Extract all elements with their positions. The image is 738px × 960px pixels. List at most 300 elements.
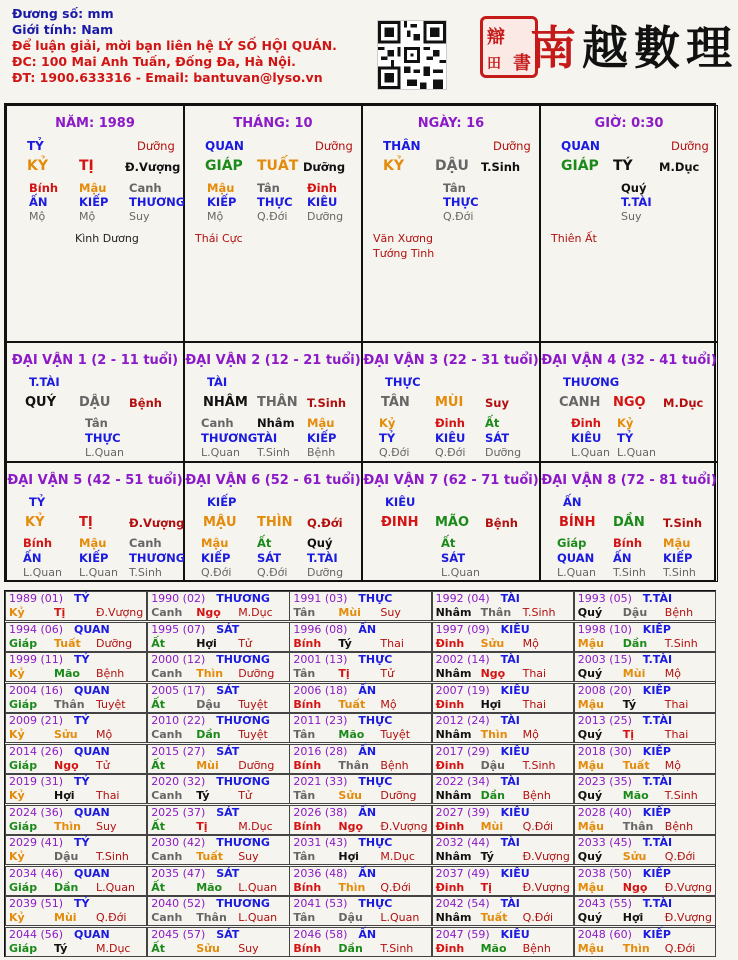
year-stem: Kỷ (9, 606, 25, 619)
dai-van-title: ĐẠI VẬN 1 (2 - 11 tuổi) (11, 353, 179, 368)
dai-van-title: ĐẠI VẬN 5 (42 - 51 tuổi) (7, 473, 183, 488)
qr-code-icon (377, 20, 447, 90)
year-cell (147, 622, 289, 652)
year-phase: Đ.Vượng (664, 911, 712, 924)
dai-van-phase: T.Sinh (307, 396, 347, 410)
year-cell (5, 652, 147, 682)
year-cell (5, 683, 147, 713)
gt-label: Giới tính: (12, 22, 77, 37)
year-label: 2046 (58) (293, 927, 348, 941)
year-branch: Ngọ (54, 758, 79, 772)
year-label: 2011 (23) (293, 714, 348, 727)
dai-van-stem: MẬU (203, 515, 237, 530)
hidden-ten-god: ẤN (29, 195, 48, 209)
year-branch: Tuất (480, 911, 508, 924)
year-phase: Tử (238, 789, 252, 802)
dai-van-stage: Bệnh (307, 446, 336, 459)
year-branch: Thìn (338, 880, 366, 894)
year-cell (289, 744, 431, 774)
pillar-branch: TÝ (613, 158, 633, 174)
year-phase: T.Sinh (522, 758, 556, 772)
year-label: 2037 (49) (435, 866, 490, 880)
pillar-title: NGÀY: 16 (417, 116, 485, 131)
yearly-table (4, 590, 716, 957)
year-branch: Tị (54, 606, 66, 619)
year-stem: Canh (151, 911, 183, 924)
year-phase: Mộ (664, 667, 682, 680)
year-stem: Giáp (9, 880, 38, 894)
year-label: 2027 (39) (435, 805, 490, 819)
year-cell (574, 927, 716, 957)
hidden-stage: Suy (621, 210, 642, 223)
year-phase: M.Dục (380, 850, 415, 863)
hidden-stem: Canh (129, 181, 162, 195)
main-chart-grid (4, 103, 716, 582)
year-label: 2021 (33) (293, 775, 348, 788)
hidden-stem: Mậu (207, 181, 235, 195)
year-branch: Tý (622, 697, 637, 711)
year-cell (432, 591, 574, 621)
year-ten-god: TỶ (74, 653, 90, 666)
year-label: 2020 (32) (151, 775, 206, 788)
pillar-note: Văn Xương (373, 232, 433, 245)
year-stem: Quý (577, 789, 603, 802)
year-stem: Giáp (9, 636, 38, 650)
year-stem: Quý (577, 606, 603, 619)
dai-van-hidden-god: THƯƠNG (201, 431, 258, 445)
year-ten-god: TÀI (500, 897, 520, 910)
year-phase: Q.Đới (522, 911, 554, 924)
year-phase: Tử (380, 667, 395, 680)
hidden-stem: Quý (621, 181, 647, 195)
hidden-stem: Đinh (307, 181, 337, 195)
pillar-stem: GIÁP (205, 158, 243, 174)
year-branch: Hợi (54, 789, 75, 802)
brand-logo (470, 10, 738, 82)
year-stem: Đinh (435, 697, 465, 711)
year-stem: Đinh (435, 880, 465, 894)
year-cell (432, 896, 574, 926)
year-cell (574, 591, 716, 621)
year-cell (5, 805, 147, 835)
pillar-branch: TỊ (79, 158, 94, 174)
year-ten-god: T.TÀI (642, 592, 673, 605)
year-cell (432, 713, 574, 743)
year-stem: Đinh (435, 636, 465, 650)
year-phase: Thai (96, 789, 120, 802)
year-stem: Canh (151, 850, 183, 863)
pillar-stem: GIÁP (561, 158, 599, 174)
dai-van-hidden-god: QUAN (557, 551, 595, 565)
year-ten-god: QUAN (74, 622, 110, 636)
year-cell (289, 774, 431, 804)
year-branch: Mão (54, 667, 80, 680)
year-branch: Thân (338, 758, 369, 772)
dai-van-hidden-stem: Giáp (557, 536, 587, 550)
pillar-stem: KỶ (383, 158, 404, 174)
year-ten-god: QUAN (74, 927, 110, 941)
year-branch: Tị (622, 728, 635, 741)
year-cell (574, 652, 716, 682)
year-phase: Tuyệt (96, 697, 126, 711)
dai-van-phase: Đ.Vượng (129, 516, 185, 530)
year-cell (147, 927, 289, 957)
brand-text: 南越數理 (530, 21, 738, 75)
year-label: 2018 (30) (577, 744, 632, 758)
year-phase: T.Sinh (664, 789, 698, 802)
year-branch: Thìn (196, 667, 224, 680)
hidden-stage: Mộ (207, 210, 224, 223)
dai-van-hidden-stem: Nhâm (257, 416, 295, 430)
year-label: 1992 (04) (435, 592, 490, 605)
year-label: 2026 (38) (293, 805, 348, 819)
year-ten-god: QUAN (74, 683, 110, 697)
dai-van-hidden-stem: Kỷ (617, 416, 634, 430)
year-label: 2004 (16) (9, 683, 64, 697)
dai-van-stage: L.Quan (23, 566, 62, 579)
year-label: 1990 (02) (151, 592, 206, 605)
year-ten-god: THỰC (358, 836, 393, 849)
year-branch: Mão (622, 789, 649, 802)
year-label: 2044 (56) (9, 927, 64, 941)
year-stem: Tân (293, 728, 316, 741)
year-ten-god: THỰC (358, 714, 393, 727)
hidden-stem: Tân (443, 181, 466, 195)
year-label: 2030 (42) (151, 836, 206, 849)
year-phase: Thai (522, 697, 547, 711)
year-ten-god: TỶ (74, 897, 90, 910)
year-ten-god: TỶ (74, 592, 90, 605)
year-cell (574, 835, 716, 865)
year-branch: Ngọ (622, 880, 648, 894)
year-label: 2016 (28) (293, 744, 348, 758)
dai-van-cell (362, 342, 540, 462)
year-cell (147, 744, 289, 774)
year-label: 2047 (59) (435, 927, 490, 941)
address-line: ĐC: 100 Mai Anh Tuấn, Đống Đa, Hà Nội. (12, 54, 296, 69)
pillar-phase: Đ.Vượng (125, 160, 181, 174)
year-stem: Kỷ (9, 850, 25, 863)
year-ten-god: QUAN (74, 744, 110, 758)
year-label: 2042 (54) (435, 897, 490, 910)
dai-van-hidden-god: KIẾP (79, 551, 109, 565)
pillar-note: Kình Dương (75, 232, 139, 245)
pillar-note: Thiên Ất (551, 232, 597, 245)
year-branch: Mùi (54, 911, 77, 924)
year-branch: Tuất (338, 697, 366, 711)
year-stem: Bính (293, 880, 322, 894)
phone-email-line: ĐT: 1900.633316 - Email: bantuvan@lyso.vn (12, 70, 323, 85)
dai-van-hidden-stem: Canh (201, 416, 234, 430)
dai-van-hidden-stem: Kỷ (379, 416, 396, 430)
year-label: 2024 (36) (9, 805, 64, 819)
dai-van-stage: T.Sinh (663, 566, 696, 579)
year-stem: Giáp (9, 758, 38, 772)
year-branch: Thân (196, 911, 227, 924)
year-phase: L.Quan (96, 880, 135, 894)
year-label: 2040 (52) (151, 897, 206, 910)
year-ten-god: KIÊU (500, 744, 530, 758)
dai-van-cell (362, 462, 540, 582)
header-info (12, 6, 337, 86)
dai-van-hidden-stem: Bính (23, 536, 53, 550)
year-cell (147, 774, 289, 804)
year-ten-god: SÁT (216, 622, 240, 636)
year-stem: Mậu (577, 636, 604, 650)
hidden-ten-god: KIẾP (79, 195, 109, 209)
dai-van-stage: L.Quan (557, 566, 596, 579)
year-ten-god: T.TÀI (642, 836, 673, 849)
dai-van-stage: Dưỡng (307, 566, 344, 579)
pillar-cell (362, 105, 540, 342)
dai-van-title: ĐẠI VẬN 2 (12 - 21 tuổi) (185, 353, 361, 368)
year-branch: Tị (480, 880, 492, 894)
year-cell (574, 896, 716, 926)
pillar-ten-god: QUAN (561, 139, 600, 153)
year-stem: Kỷ (9, 911, 25, 924)
year-stem: Bính (293, 758, 322, 772)
year-phase: Thai (522, 667, 547, 680)
year-branch: Sửu (622, 850, 647, 863)
year-branch: Tý (54, 941, 68, 955)
dai-van-title: ĐẠI VẬN 7 (62 - 71 tuổi) (363, 473, 539, 488)
dai-van-hidden-god: KIÊU (435, 431, 466, 445)
year-ten-god: TÀI (500, 775, 520, 788)
year-phase: Mộ (380, 697, 397, 711)
year-cell (289, 835, 431, 865)
year-label: 2034 (46) (9, 866, 64, 880)
year-branch: Sửu (338, 789, 362, 802)
year-cell (289, 866, 431, 896)
year-label: 2005 (17) (151, 683, 206, 697)
year-stem: Mậu (577, 880, 604, 894)
year-branch: Dần (480, 789, 505, 802)
dai-van-stage: Q.Đới (379, 446, 410, 459)
dai-van-cell (184, 462, 362, 582)
dai-van-hidden-god: ẤN (613, 551, 632, 565)
dai-van-hidden-god: KIẾP (663, 551, 693, 565)
dai-van-phase: Bệnh (485, 516, 518, 530)
year-cell (289, 896, 431, 926)
gt-value: Nam (81, 22, 114, 37)
year-phase: Dưỡng (238, 758, 275, 772)
year-ten-god: TÀI (500, 836, 520, 849)
year-stem: Tân (293, 911, 316, 924)
year-phase: T.Sinh (522, 606, 556, 619)
year-stem: Mậu (577, 697, 604, 711)
year-stem: Tân (293, 789, 316, 802)
year-branch: Dần (338, 941, 363, 955)
year-stem: Ất (151, 636, 165, 650)
year-branch: Tý (196, 789, 210, 802)
year-branch: Sửu (480, 636, 505, 650)
year-cell (147, 652, 289, 682)
pillar-top-phase: Dưỡng (671, 139, 709, 153)
year-ten-god: THỰC (358, 592, 393, 605)
dai-van-phase: Suy (485, 396, 509, 410)
year-branch: Dậu (196, 697, 221, 711)
year-cell (5, 622, 147, 652)
year-label: 2010 (22) (151, 714, 206, 727)
year-label: 2043 (55) (577, 897, 632, 910)
year-label: 2028 (40) (577, 805, 632, 819)
year-branch: Sửu (196, 941, 220, 955)
dai-van-hidden-stem: Mậu (79, 536, 107, 550)
year-ten-god: KIẾP (642, 683, 671, 697)
year-branch: Mão (338, 728, 365, 741)
year-stem: Ất (151, 758, 165, 772)
pillar-top-phase: Dưỡng (315, 139, 353, 153)
year-ten-god: TÀI (500, 653, 520, 666)
year-stem: Ất (151, 880, 165, 894)
year-label: 2007 (19) (435, 683, 490, 697)
year-stem: Kỷ (9, 789, 25, 802)
year-phase: M.Dục (96, 941, 131, 955)
year-phase: Suy (380, 606, 401, 619)
year-phase: Bệnh (664, 819, 694, 833)
year-cell (147, 835, 289, 865)
year-cell (432, 622, 574, 652)
dai-van-branch: NGỌ (613, 395, 646, 410)
year-ten-god: TỶ (74, 836, 90, 849)
year-branch: Tuất (54, 636, 81, 650)
year-ten-god: ẤN (358, 866, 377, 880)
year-cell (289, 713, 431, 743)
year-phase: Tử (96, 758, 110, 772)
hidden-ten-god: KIẾP (207, 195, 237, 209)
dai-van-hidden-stem: Mậu (307, 416, 335, 430)
year-cell (289, 591, 431, 621)
year-stem: Kỷ (9, 667, 25, 680)
year-branch: Mão (480, 941, 507, 955)
year-ten-god: THƯƠNG (216, 592, 270, 605)
year-label: 2048 (60) (577, 927, 632, 941)
year-ten-god: TÀI (500, 714, 520, 727)
year-phase: Bệnh (522, 941, 551, 955)
year-stem: Mậu (577, 758, 604, 772)
pillar-ten-god: QUAN (205, 139, 244, 153)
year-ten-god: ẤN (358, 622, 377, 636)
year-phase: Bệnh (522, 789, 551, 802)
hidden-stage: Mộ (29, 210, 46, 223)
dai-van-stem: QUÝ (25, 395, 57, 410)
year-phase: Mộ (664, 758, 682, 772)
year-ten-god: QUAN (74, 866, 110, 880)
year-phase: Dưỡng (238, 667, 275, 680)
year-label: 2029 (41) (9, 836, 64, 849)
dai-van-stage: Dưỡng (485, 446, 522, 459)
dai-van-ten-god: THƯƠNG (563, 375, 620, 389)
year-label: 2012 (24) (435, 714, 490, 727)
year-ten-god: KIÊU (500, 622, 530, 636)
year-label: 2031 (43) (293, 836, 348, 849)
dai-van-stem: CANH (559, 395, 601, 410)
year-phase: Mộ (96, 728, 113, 741)
year-branch: Mùi (338, 606, 361, 619)
dai-van-hidden-god: KIẾP (201, 551, 231, 565)
year-phase: Mộ (522, 636, 539, 650)
year-cell (432, 866, 574, 896)
year-cell (574, 744, 716, 774)
year-ten-god: THƯƠNG (216, 775, 270, 788)
hidden-stage: Mộ (79, 210, 96, 223)
year-stem: Bính (293, 941, 322, 955)
year-stem: Đinh (435, 819, 465, 833)
hidden-ten-god: THƯƠNG (129, 195, 186, 209)
year-cell (147, 713, 289, 743)
dai-van-branch: MÙI (435, 395, 464, 410)
dai-van-stem: KỶ (25, 515, 45, 530)
year-stem: Nhâm (435, 850, 472, 863)
year-stem: Canh (151, 667, 183, 680)
year-cell (574, 622, 716, 652)
year-stem: Canh (151, 606, 183, 619)
dai-van-ten-god: KIẾP (207, 495, 237, 509)
dai-van-title: ĐẠI VẬN 3 (22 - 31 tuổi) (363, 353, 539, 368)
year-ten-god: THỰC (358, 897, 393, 910)
year-phase: L.Quan (238, 880, 278, 894)
year-branch: Tý (338, 636, 352, 650)
year-label: 2000 (12) (151, 653, 206, 666)
year-cell (432, 652, 574, 682)
year-label: 2001 (13) (293, 653, 348, 666)
year-label: 2039 (51) (9, 897, 64, 910)
year-phase: Tuyệt (238, 728, 268, 741)
year-branch: Thân (622, 819, 654, 833)
dai-van-cell (540, 342, 718, 462)
dai-van-ten-god: KIÊU (385, 495, 416, 509)
year-phase: Thai (664, 697, 689, 711)
year-cell (5, 774, 147, 804)
pillar-top-phase: Dưỡng (493, 139, 531, 153)
year-ten-god: T.TÀI (642, 897, 673, 910)
year-branch: Tuất (622, 758, 650, 772)
dai-van-stage: Q.Đới (435, 446, 466, 459)
year-stem: Canh (151, 728, 183, 741)
pillar-phase: M.Dục (659, 160, 700, 174)
year-branch: Thìn (480, 728, 508, 741)
so-label: Đương số: (12, 6, 84, 21)
year-branch: Mùi (480, 819, 504, 833)
dai-van-stage: L.Quan (79, 566, 118, 579)
year-label: 1991 (03) (293, 592, 348, 605)
year-cell (5, 744, 147, 774)
dai-van-stage: T.Sinh (257, 446, 290, 459)
year-cell (432, 805, 574, 835)
dai-van-phase: M.Dục (663, 396, 704, 410)
year-cell (147, 896, 289, 926)
hidden-ten-god: KIÊU (307, 195, 338, 209)
dai-van-hidden-god: TỶ (617, 431, 634, 445)
year-branch: Thân (480, 606, 512, 619)
pillar-cell (184, 105, 362, 342)
year-cell (147, 805, 289, 835)
year-branch: Sửu (54, 728, 78, 741)
year-ten-god: THƯƠNG (216, 653, 270, 666)
year-branch: Tý (480, 850, 494, 863)
year-label: 2033 (45) (577, 836, 632, 849)
hidden-ten-god: THỰC (443, 195, 479, 209)
dai-van-hidden-stem: Ất (485, 416, 500, 430)
year-stem: Nhâm (435, 606, 472, 619)
year-cell (574, 866, 716, 896)
year-ten-god: TÀI (500, 592, 520, 605)
year-phase: Dưỡng (96, 636, 133, 650)
dai-van-stage: T.Sinh (129, 566, 162, 579)
dai-van-branch: TỊ (79, 515, 93, 530)
year-stem: Bính (293, 636, 322, 650)
year-stem: Đinh (435, 941, 465, 955)
